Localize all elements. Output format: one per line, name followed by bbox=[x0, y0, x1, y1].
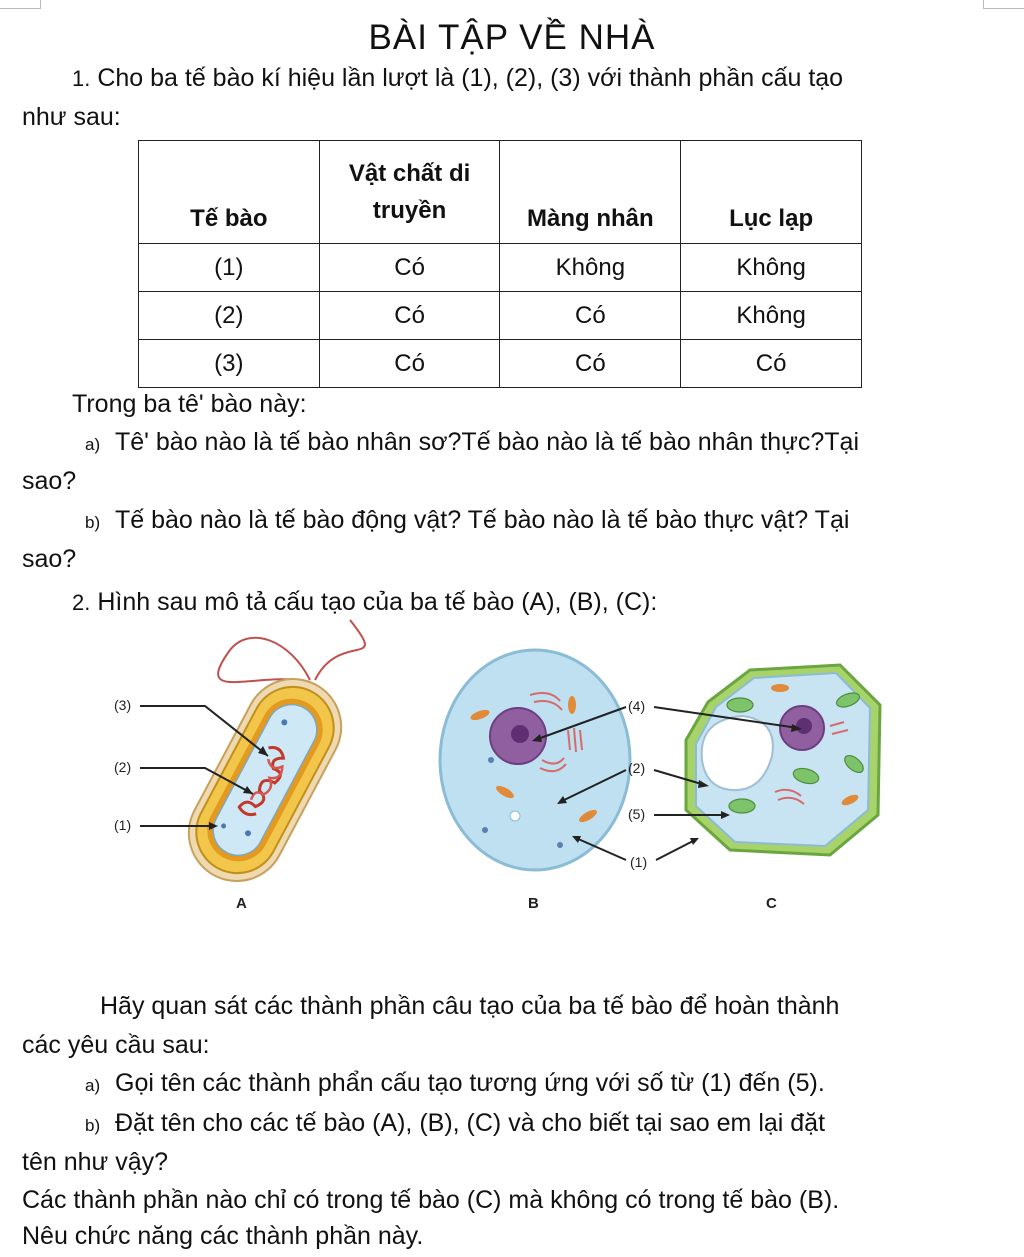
table-cell: (3) bbox=[139, 340, 320, 388]
header-cell-line: Vật chất di bbox=[348, 159, 471, 187]
caption-c: C bbox=[766, 895, 777, 912]
q1-a-marker: a) bbox=[85, 435, 101, 454]
table-cell: Có bbox=[681, 340, 862, 388]
cells-figure bbox=[90, 610, 910, 920]
q1-text: Cho ba tế bào kí hiệu lần lượt là (1), (2), (3) với thành phần cấu tạo bbox=[97, 64, 844, 92]
q2-a-marker: a) bbox=[85, 1076, 101, 1095]
q2-b-line2: tên như vậy? bbox=[22, 1148, 168, 1176]
q2-a-text: Gọi tên các thành phẩn cấu tạo tương ứng với số từ (1) đến (5). bbox=[115, 1069, 825, 1097]
q1-number: 1. bbox=[72, 66, 91, 91]
table-cell: Có bbox=[500, 292, 681, 340]
q2-text: Hình sau mô tả cấu tạo của ba tế bào (A), (B), (C): bbox=[97, 588, 658, 616]
q1-b-line1 bbox=[85, 506, 849, 535]
table-row bbox=[139, 244, 862, 292]
q2-number: 2. bbox=[72, 590, 91, 615]
header-cell: Lục lạp bbox=[681, 141, 862, 244]
plant-cell-c bbox=[686, 665, 880, 912]
q1-a-line1 bbox=[85, 428, 859, 457]
table-cell: Không bbox=[681, 292, 862, 340]
header-cell: Màng nhân bbox=[500, 141, 681, 244]
table-cell: Không bbox=[681, 244, 862, 292]
table-cell: (1) bbox=[139, 244, 320, 292]
page-title: BÀI TẬP VỀ NHÀ bbox=[368, 18, 656, 57]
table-header-row bbox=[139, 141, 862, 244]
q1-b-text: Tế bào nào là tế bào động vật? Tế bào nào là tế bào thực vật? Tại bbox=[115, 506, 850, 534]
label-a-2: (2) bbox=[114, 759, 132, 775]
page-corner-mark bbox=[983, 0, 1024, 9]
caption-b: B bbox=[528, 895, 539, 912]
table-row bbox=[139, 292, 862, 340]
q2-b-marker: b) bbox=[85, 1116, 101, 1135]
table-cell: (2) bbox=[139, 292, 320, 340]
label-bc-2: (2) bbox=[628, 760, 646, 776]
vesicle bbox=[510, 811, 520, 821]
table-row bbox=[139, 340, 862, 388]
label-bc-4: (4) bbox=[628, 698, 646, 714]
table-cell: Có bbox=[319, 292, 500, 340]
header-cell-line: truyền bbox=[372, 197, 447, 224]
q1-b-marker: b) bbox=[85, 513, 101, 532]
q1-a-line2: sao? bbox=[22, 467, 77, 495]
cell-components-table bbox=[138, 140, 862, 388]
flagellum bbox=[218, 638, 310, 682]
page-corner-mark bbox=[0, 0, 41, 9]
q2-a-line bbox=[85, 1069, 825, 1098]
q2-c-line1: Các thành phần nào chỉ có trong tế bào (C) mà không có trong tế bào (B). bbox=[22, 1186, 840, 1214]
q1-intro: Trong ba tê' bào này: bbox=[72, 390, 307, 418]
table-cell: Có bbox=[319, 340, 500, 388]
q2-c-line2: Nêu chức năng các thành phần này. bbox=[22, 1222, 424, 1250]
table-cell: Có bbox=[319, 244, 500, 292]
header-cell bbox=[319, 141, 500, 244]
header-cell: Tế bào bbox=[139, 141, 320, 244]
prokaryote-cell-a bbox=[114, 620, 365, 912]
q1-line1 bbox=[72, 64, 843, 93]
label-bc-5: (5) bbox=[628, 806, 646, 822]
caption-a: A bbox=[236, 895, 247, 912]
q1-b-line2: sao? bbox=[22, 545, 77, 573]
q2-b-text: Đặt tên cho các tế bào (A), (B), (C) và cho biết tại sao em lại đặt bbox=[115, 1109, 826, 1137]
pointer-line bbox=[656, 840, 695, 860]
q1-line2: như sau: bbox=[22, 103, 121, 131]
label-a-1: (1) bbox=[114, 817, 132, 833]
q2-instr-line2: các yêu cầu sau: bbox=[22, 1031, 210, 1059]
table-cell: Không bbox=[500, 244, 681, 292]
table-cell: Có bbox=[500, 340, 681, 388]
label-a-3: (3) bbox=[114, 697, 132, 713]
q1-a-text: Tê' bào nào là tế bào nhân sơ?Tế bào nào là tế bào nhân thực?Tại bbox=[115, 428, 859, 456]
flagellum bbox=[315, 620, 365, 680]
label-bc-1: (1) bbox=[630, 854, 648, 870]
q2-b-line1 bbox=[85, 1109, 825, 1138]
cell-membrane bbox=[440, 650, 630, 870]
q2-instr-line1: Hãy quan sát các thành phần câu tạo của ba tế bào để hoàn thành bbox=[100, 992, 840, 1020]
